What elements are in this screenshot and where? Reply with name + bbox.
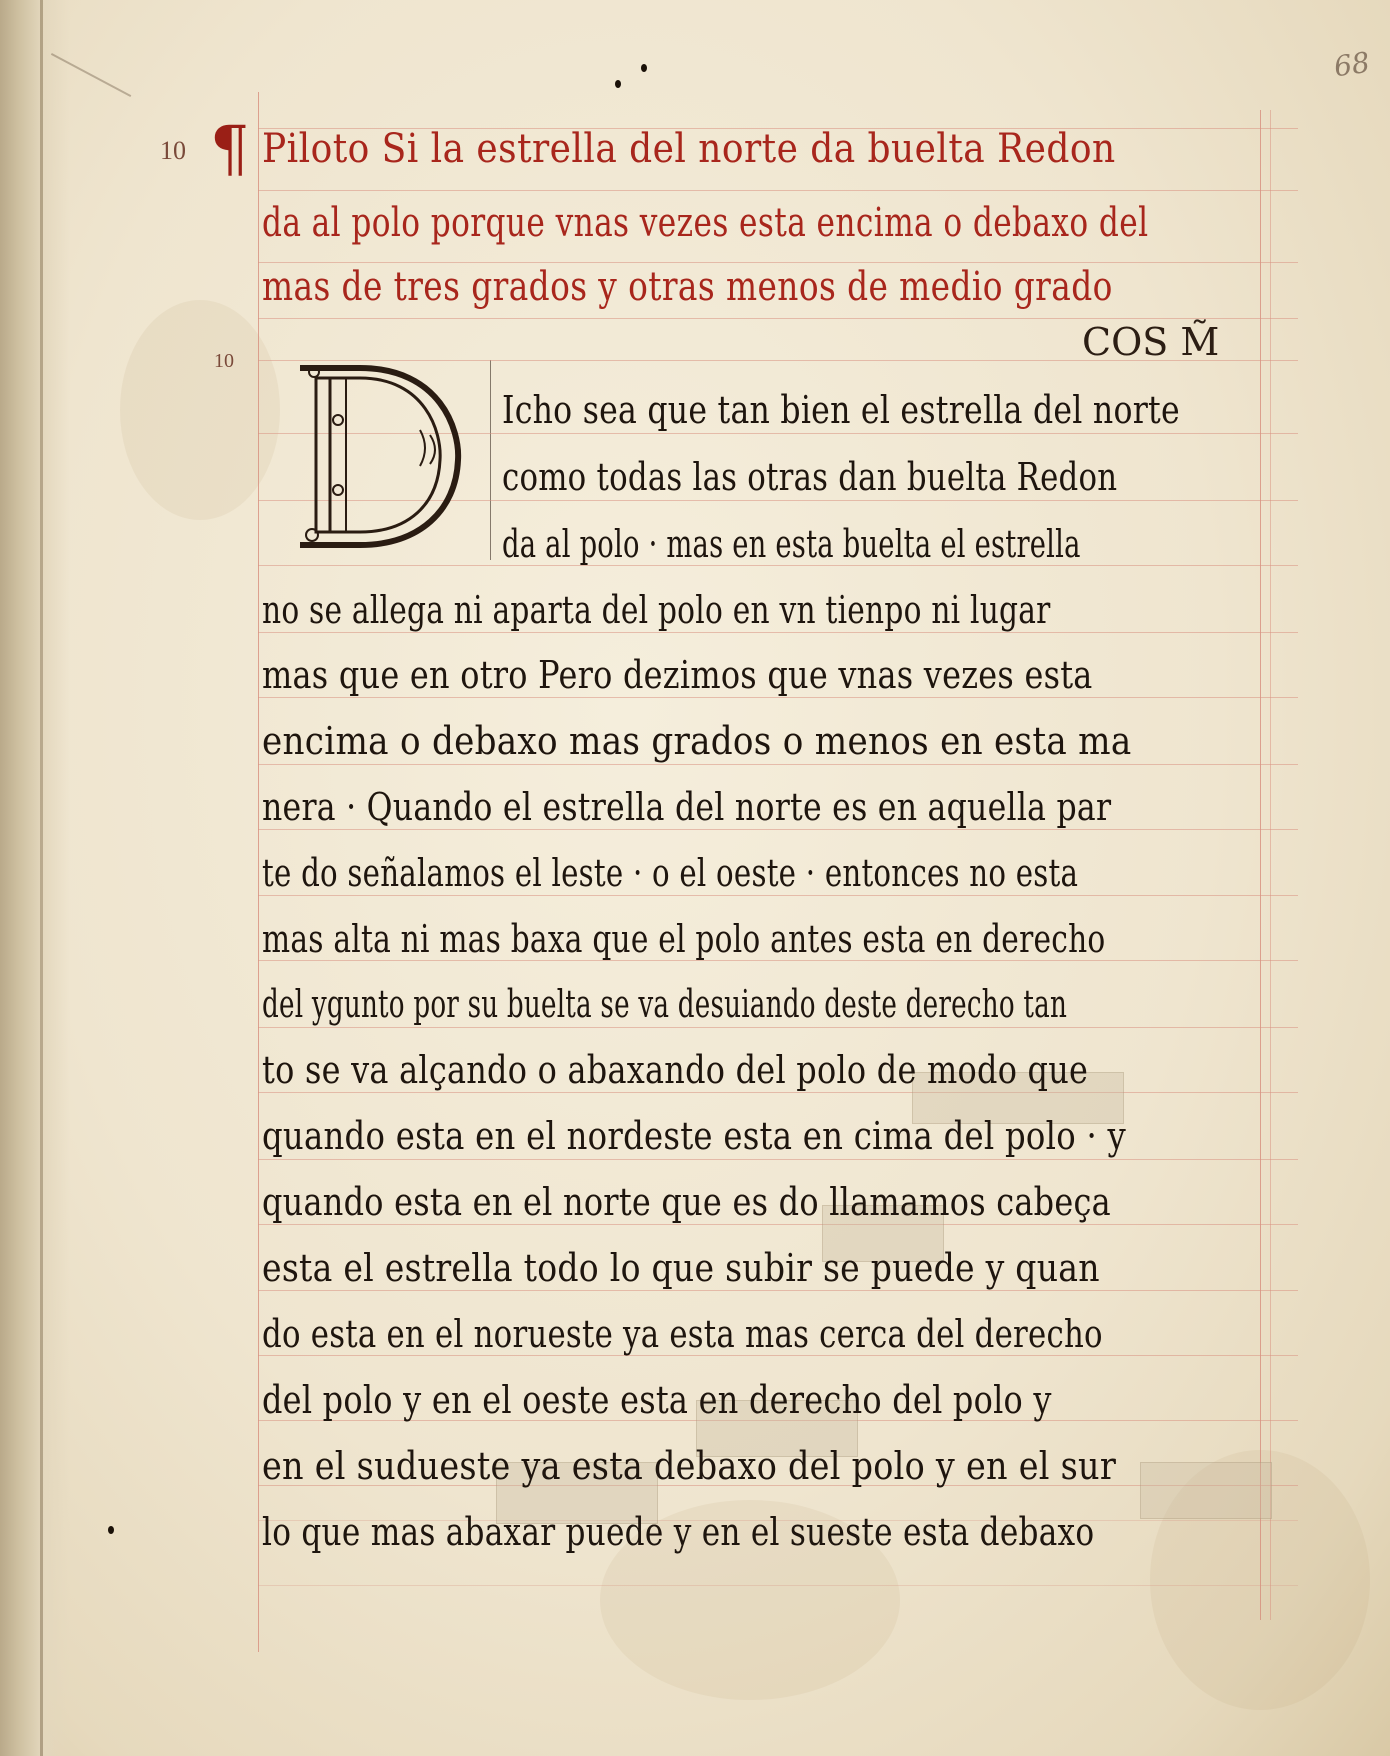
body-line-6: encima o debaxo mas grados o menos en esta ma bbox=[262, 719, 1132, 763]
ruling-line bbox=[258, 190, 1298, 191]
ruling-line bbox=[258, 1092, 1298, 1093]
rubric-line-2: da al polo porque vnas vezes esta encima o debaxo del bbox=[262, 200, 1149, 246]
ruling-right-double bbox=[1270, 110, 1271, 1620]
ink-dot bbox=[108, 1526, 114, 1534]
ruling-line bbox=[258, 318, 1298, 319]
body-line-11: to se va alçando o abaxando del polo de modo que bbox=[262, 1048, 1089, 1092]
paper-stain bbox=[120, 300, 280, 520]
binding-gutter bbox=[0, 0, 70, 1756]
pilcrow-mark: ¶ bbox=[210, 112, 250, 185]
decorated-initial bbox=[290, 360, 470, 550]
body-line-12: quando esta en el nordeste esta en cima del polo · y bbox=[262, 1114, 1126, 1158]
heading-abbreviation: COS M̃ bbox=[1082, 320, 1220, 364]
body-line-10: del ygunto por su buelta se va desuiando deste derecho tan bbox=[262, 982, 1068, 1026]
rubric-line-1: Piloto Si la estrella del norte da buelta Redon bbox=[262, 126, 1116, 172]
ruling-line bbox=[258, 764, 1298, 765]
ruling-right bbox=[1260, 110, 1261, 1620]
ruling-line bbox=[258, 829, 1298, 830]
rubric-line-3: mas de tres grados y otras menos de medio grado bbox=[262, 264, 1113, 310]
margin-number: 10 bbox=[214, 350, 234, 372]
body-line-4: no se allega ni aparta del polo en vn tienpo ni lugar bbox=[262, 588, 1051, 632]
body-line-1: Icho sea que tan bien el estrella del norte bbox=[502, 388, 1180, 432]
ink-dot bbox=[641, 64, 647, 72]
ruling-line bbox=[258, 1027, 1298, 1028]
body-line-17: en el sudueste ya esta debaxo del polo y en el sur bbox=[262, 1444, 1117, 1488]
ruling-line bbox=[258, 262, 1298, 263]
body-line-16: del polo y en el oeste esta en derecho del polo y bbox=[262, 1378, 1052, 1422]
body-line-9: mas alta ni mas baxa que el polo antes esta en derecho bbox=[262, 917, 1106, 961]
body-line-18: lo que mas abaxar puede y en el sueste esta debaxo bbox=[262, 1510, 1095, 1554]
ruling-line bbox=[258, 1290, 1298, 1291]
ruling-line bbox=[258, 1224, 1298, 1225]
ruling-line bbox=[258, 1585, 1298, 1586]
initial-frame-rule bbox=[490, 360, 491, 560]
paper-repair-patch bbox=[1140, 1462, 1272, 1519]
body-line-2: como todas las otras dan buelta Redon bbox=[502, 455, 1118, 499]
ruling-line bbox=[258, 895, 1298, 896]
body-line-7: nera · Quando el estrella del norte es en aquella par bbox=[262, 785, 1112, 829]
margin-number: 10 bbox=[160, 136, 186, 165]
initial-ornament-icon bbox=[290, 360, 470, 550]
folio-number: 68 bbox=[1332, 45, 1373, 84]
ink-dot bbox=[615, 80, 621, 88]
body-line-15: do esta en el norueste ya esta mas cerca del derecho bbox=[262, 1312, 1103, 1356]
body-line-8: te do señalamos el leste · o el oeste · entonces no esta bbox=[262, 851, 1079, 895]
body-line-5: mas que en otro Pero dezimos que vnas vezes esta bbox=[262, 653, 1093, 697]
body-line-14: esta el estrella todo lo que subir se puede y quan bbox=[262, 1246, 1100, 1290]
ruling-line bbox=[258, 632, 1298, 633]
body-line-13: quando esta en el norte que es do llamamos cabeça bbox=[262, 1180, 1111, 1224]
body-line-3: da al polo · mas en esta buelta el estrella bbox=[502, 522, 1081, 566]
ruling-line bbox=[258, 697, 1298, 698]
ruling-line bbox=[258, 1159, 1298, 1160]
binding-fold-line bbox=[40, 0, 43, 1756]
ruling-left bbox=[258, 92, 259, 1652]
